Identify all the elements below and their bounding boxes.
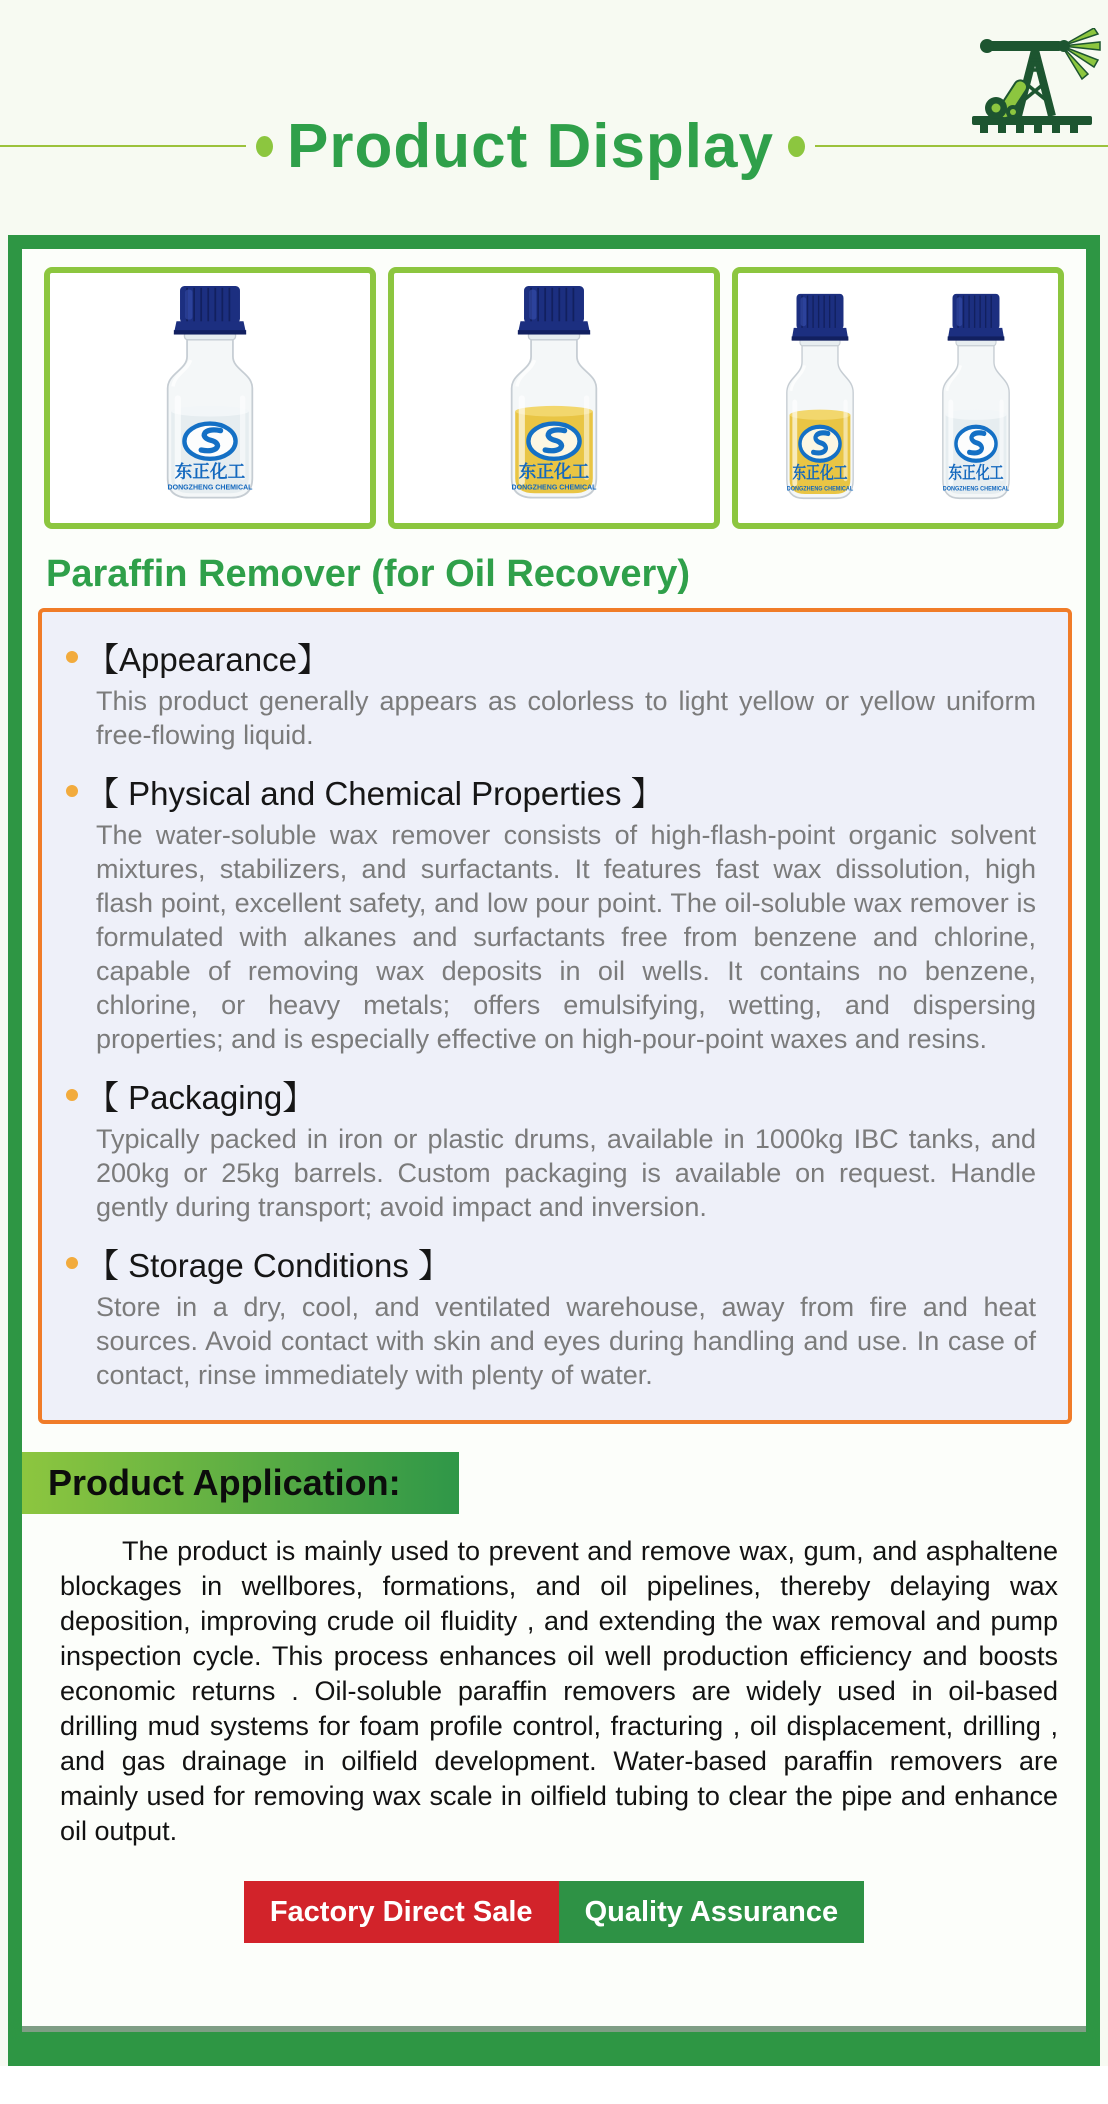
spec-section-packaging: [66, 1076, 1042, 1224]
orange-ring-bullet-icon: [66, 651, 78, 663]
product-name: Paraffin Remover (for Oil Recovery): [46, 553, 691, 595]
product-photo-two-bottles[interactable]: [732, 267, 1064, 529]
spec-section-appearance: [66, 638, 1042, 752]
orange-ring-bullet-icon: [66, 1257, 78, 1269]
header-dot-left: [256, 136, 273, 157]
quality-assurance-badge: Quality Assurance: [559, 1881, 865, 1943]
spec-heading: 【Appearance】: [86, 640, 330, 678]
spec-box: [38, 608, 1072, 1424]
page-title: Product Display: [287, 111, 774, 181]
spec-heading: 【 Packaging】: [86, 1078, 316, 1116]
product-photo-clear-bottle[interactable]: [44, 267, 376, 529]
spec-section-storage: [66, 1244, 1042, 1392]
product-photo-yellow-bottle[interactable]: [388, 267, 720, 529]
spec-body: The water-soluble wax remover consists of high-flash-point organic solvent mixtures, stabilizers, and surfactants. It features fast wax dissolution, high flash point, excellent safety, and low pour point. The oil-soluble wax remover is formulated with alkanes and surfactants free from benzene and chlorine, capable of removing wax deposits in oil wells. It contains no benzene, chlorine, or heavy metals; offers emulsifying, wetting, and dispersing properties; and is especially effective on high-pour-point waxes and resins.: [96, 820, 1036, 1054]
orange-ring-bullet-icon: [66, 785, 78, 797]
spec-body: This product generally appears as colorless to light yellow or yellow uniform free-flowing liquid.: [96, 686, 1036, 750]
spec-section-properties: [66, 772, 1042, 1056]
spec-body: Typically packed in iron or plastic drums, available in 1000kg IBC tanks, and 200kg or 25kg barrels. Custom packaging is available on request. Handle gently during transport; avoid impact and inversion.: [96, 1124, 1036, 1222]
header-rule-left: [0, 145, 246, 147]
header-dot-right: [788, 136, 805, 157]
factory-direct-sale-badge: Factory Direct Sale: [244, 1881, 559, 1943]
badge-row: [22, 1881, 1086, 1943]
content-frame: [8, 235, 1100, 2066]
spec-body: Store in a dry, cool, and ventilated warehouse, away from fire and heat sources. Avoid contact with skin and eyes during handling and use. In case of contact, rinse immediately with plenty of water.: [96, 1292, 1036, 1390]
page-header: [0, 104, 1108, 188]
spec-heading-row: [66, 1076, 1042, 1114]
spec-heading-row: [66, 1244, 1042, 1282]
product-photo-row: [44, 267, 1064, 529]
orange-ring-bullet-icon: [66, 1089, 78, 1101]
header-rule-right: [815, 145, 1108, 147]
spec-heading: 【 Physical and Chemical Properties 】: [86, 774, 664, 812]
spec-heading: 【 Storage Conditions 】: [86, 1246, 452, 1284]
spec-heading-row: [66, 638, 1042, 676]
product-application-header: Product Application:: [22, 1452, 459, 1514]
product-application-text: The product is mainly used to prevent and remove wax, gum, and asphaltene blockages in wellbores, formations, and oil pipelines, thereby delaying wax deposition, improving crude oil fluidity , and extending the wax removal and pump inspection cycle. This process enhances oil well production efficiency and boosts economic returns . Oil-soluble paraffin removers are widely used in oil-based drilling mud systems for foam profile control, fracturing , oil displacement, drilling , and gas drainage in oilfield development. Water-based paraffin removers are mainly used for removing wax scale in oilfield tubing to clear the pipe and enhance oil output.: [60, 1536, 1058, 1846]
spec-heading-row: [66, 772, 1042, 810]
